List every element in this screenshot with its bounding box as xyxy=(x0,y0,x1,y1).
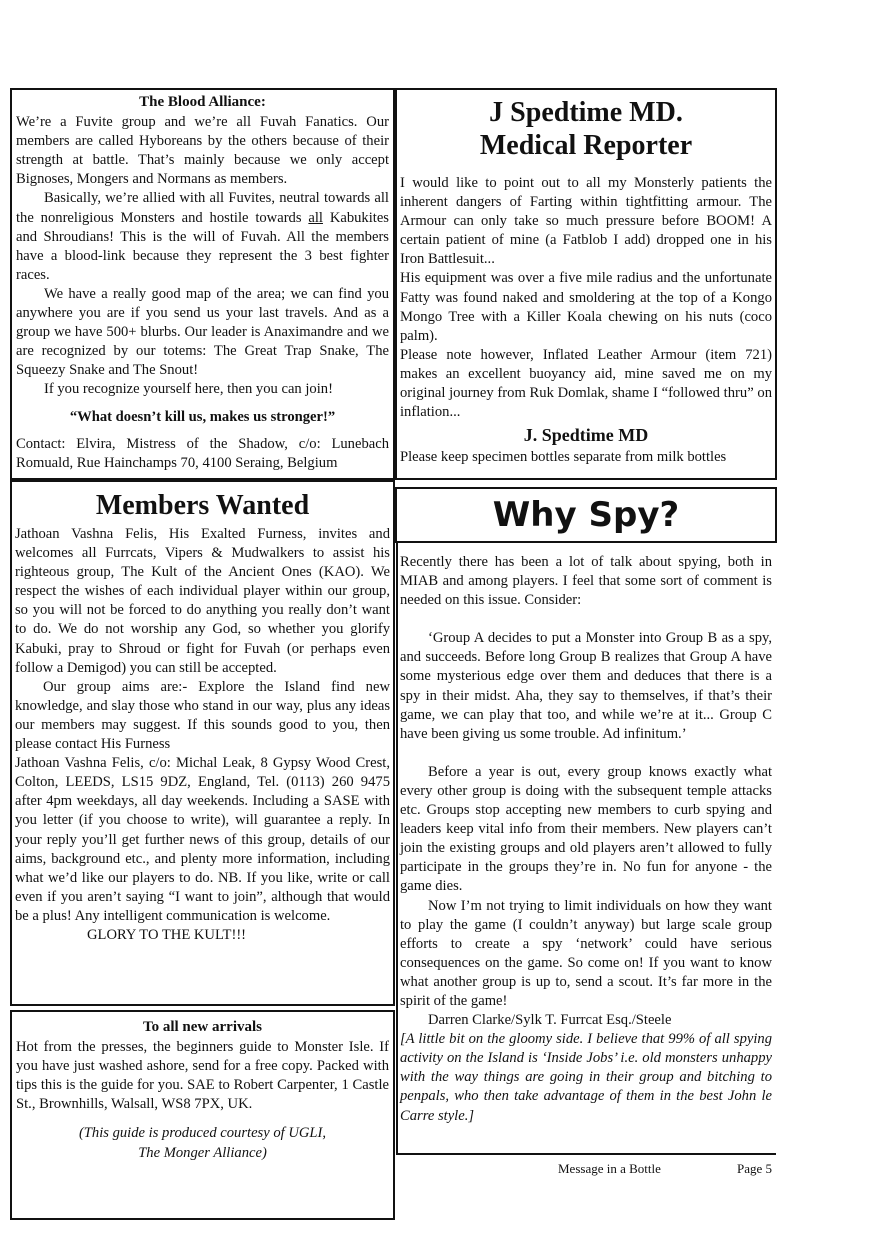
blood-alliance-paragraph-2: Basically, we’re allied with all Fuvites, neutral towards all the nonreligious Monsters and hostile towards all Kabukites and Shroudians! This is the will of Fuvah. All the members have a blood-link because they represent the 3 best fighter races. xyxy=(16,190,389,283)
members-wanted-box xyxy=(10,480,395,1006)
medical-paragraph-1: I would like to point out to all my Monsterly patients the inherent dangers of Farting within tightfitting armour. The Armour can only take so much pressure before BOOM! A certain patient of mine (a Fatblob I add) dropped one in his Iron Battlesuit... xyxy=(400,175,772,268)
why-spy-paragraph-2: Before a year is out, every group knows exactly what every other group is doing with the subsequent temple attacks etc. Groups stop accepting new members to curb spying and leaders keep vital info from their members. New players can’t join the existing groups and old players aren’t allowed to fully participate in the groups they’re in. No fun for anyone - the game dies. xyxy=(400,763,772,895)
medical-reporter-box xyxy=(395,88,777,480)
why-spy-editor-note: [A little bit on the gloomy side. I believe that 99% of all spying activity on the Island is ‘Inside Jobs’ i.e. old monsters unhappy with the way things are going in their group and bitching to penpals, who then take advantage of them in the best John le Carre style.] xyxy=(400,1031,772,1124)
blood-alliance-paragraph-1: We’re a Fuvite group and we’re all Fuvah Fanatics. Our members are called Hyboreans by the others because of their strength at battle. That’s mainly because we only accept Bignoses, Mongers and Normans as members. xyxy=(16,114,389,188)
medical-title-line-1: J Spedtime MD. xyxy=(489,97,683,128)
blood-alliance-box xyxy=(10,88,395,480)
medical-signature: J. Spedtime MD xyxy=(523,425,649,446)
underlined-all: all xyxy=(308,209,323,226)
footer-publication: Message in a Bottle xyxy=(558,1161,661,1176)
blood-alliance-heading: The Blood Alliance: xyxy=(139,94,266,110)
why-spy-title: Why Spy? xyxy=(492,495,680,535)
members-paragraph-1: Jathoan Vashna Felis, His Exalted Furness, invites and welcomes all Furrcats, Vipers & Mudwalkers to assist his righteous group, The Kult of the Ancient Ones (KAO). We respect the wishes of each individual player within our group, so you will not be forced to do anything you really don’t want to do. We do not worship any God, so whether you glorify Kabuki, pray to Shroud or fight for Fuvah (or perhaps even follow a Demigod) you can still be accepted. xyxy=(15,526,390,676)
blood-alliance-paragraph-4: If you recognize yourself here, then you can join! xyxy=(44,381,333,398)
why-spy-article xyxy=(400,553,772,1126)
why-spy-title-box xyxy=(395,487,777,543)
why-spy-quote: ‘Group A decides to put a Monster into Group B as a spy, and succeeds. Before long Group B realizes that Group A have some mysterious edge over them and deduces that there is a spy in their midst. Aha, they say to themselves, if that’s their game, we can play that too, and while we’re at it... Group C have been giving us some trouble. Ad infinitum.’ xyxy=(400,630,772,742)
members-paragraph-2: Our group aims are:- Explore the Island find new knowledge, and slay those who stand in our way, plus any ideas our members may suggest. If this sounds good to you, then please contact His Furness xyxy=(15,678,390,753)
medical-title-line-2: Medical Reporter xyxy=(479,130,693,161)
why-spy-paragraph-1: Recently there has been a lot of talk about spying, both in MIAB and among players. I feel that some sort of comment is needed on this issue. Consider: xyxy=(400,554,772,609)
why-spy-paragraph-3: Now I’m not trying to limit individuals on how they want to play the game (I couldn’t anyway) but large scale group efforts to create a spy ‘network’ could have serious consequences on the game. So come on! If you want to know what another group is up to, send a scout. It’s far more in the spirit of the game! xyxy=(400,897,772,1009)
new-arrivals-credit-1: (This guide is produced courtesy of UGLI, xyxy=(78,1125,327,1142)
footer-page-number: Page 5 xyxy=(737,1161,773,1176)
why-spy-left-rule xyxy=(396,543,398,1155)
members-wanted-title: Members Wanted xyxy=(95,490,310,521)
blood-alliance-motto: “What doesn’t kill us, makes us stronger!” xyxy=(69,408,336,425)
new-arrivals-credit-2: The Monger Alliance) xyxy=(138,1144,267,1161)
members-closing: GLORY TO THE KULT!!! xyxy=(87,926,247,943)
new-arrivals-body: Hot from the presses, the beginners guide to Monster Isle. If you have just washed ashore, send for a free copy. Packed with tips this is the guide for you. SAE to Robert Carpenter, 1 Castle St., Brownhills, Walsall, WS8 7PX, UK. xyxy=(16,1039,389,1113)
medical-paragraph-2: His equipment was over a five mile radius and the unfortunate Fatty was found naked and smoldering at the top of a Kongo Mongo Tree with a Killer Koala chewing on his nuts (coco palm). xyxy=(400,270,772,344)
why-spy-author: Darren Clarke/Sylk T. Furrcat Esq./Steele xyxy=(428,1012,672,1029)
members-paragraph-3: Jathoan Vashna Felis, c/o: Michal Leak, 8 Gypsy Wood Crest, Colton, LEEDS, LS15 9DZ, England, Tel. (0113) 260 9475 after 4pm weekdays, all day weekends. Including a SASE with you letter (if you choose to write), will guarantee a reply. In your reply you’ll get further news of this group, details of our aims, background etc., and plenty more information, including what we’d like our players to do. NB. If you like, write or call even if you aren’t saying “I want to join”, although that would be a plus! Any intelligent communication is welcome. xyxy=(15,755,390,924)
blood-alliance-contact: Contact: Elvira, Mistress of the Shadow, c/o: Lunebach Romuald, Rue Hainchamps 70, 4100 Seraing, Belgium xyxy=(16,435,389,471)
new-arrivals-box xyxy=(10,1010,395,1220)
new-arrivals-heading: To all new arrivals xyxy=(142,1019,263,1035)
why-spy-bottom-rule xyxy=(396,1153,776,1155)
blood-alliance-paragraph-3: We have a really good map of the area; we can find you anywhere you are if you send us your last travels. And as a group we have 500+ blurbs. Our leader is Anaximandre and we are recognized by our totems: The Great Trap Snake, The Squeezy Snake and The Snout! xyxy=(16,285,389,379)
medical-paragraph-3: Please note however, Inflated Leather Armour (item 721) makes an excellent buoyancy aid, mine saved me on my original journey from Ruk Domlak, shame I “followed thru” on inflation... xyxy=(400,346,772,421)
medical-postscript: Please keep specimen bottles separate from milk bottles xyxy=(400,449,727,466)
